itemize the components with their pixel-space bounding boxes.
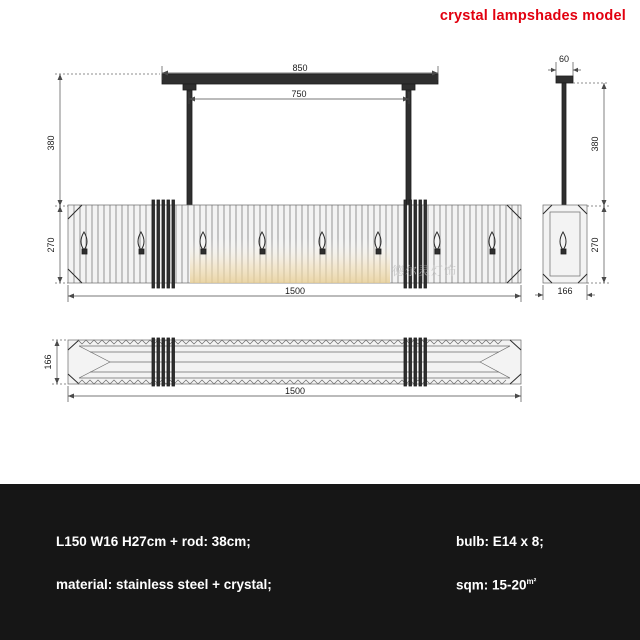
spec-area xyxy=(456,577,536,593)
watermark: 德尔灵灯饰 xyxy=(392,264,458,278)
dim-166-top-label: 166 xyxy=(43,354,53,370)
spec-bar xyxy=(0,484,640,640)
dim-body-height xyxy=(55,206,68,283)
dim-1500-top-label: 1500 xyxy=(284,386,306,396)
spec-area-unit: m² xyxy=(526,577,537,586)
dim-750-label: 750 xyxy=(291,89,307,99)
spec-bulb: bulb: E14 x 8; xyxy=(456,534,544,549)
dim-380-label: 380 xyxy=(46,135,56,151)
dim-60-label: 60 xyxy=(558,54,570,64)
dim-270-label: 270 xyxy=(46,237,56,253)
dim-1500-front-label: 1500 xyxy=(284,286,306,296)
side-elevation-group xyxy=(535,54,609,300)
dim-270-side-label: 270 xyxy=(590,237,600,253)
spec-area-label: sqm: 15-20 xyxy=(456,577,527,593)
spec-material: material: stainless steel + crystal; xyxy=(56,577,272,592)
dim-850-label: 850 xyxy=(292,63,308,73)
dim-rod-height xyxy=(55,74,160,206)
spec-dimensions: L150 W16 H27cm + rod: 38cm; xyxy=(56,534,251,549)
dim-380-side-label: 380 xyxy=(590,136,600,152)
dim-side-canopy xyxy=(548,62,581,76)
page-title: crystal lampshades model xyxy=(439,8,626,24)
dim-166-side-label: 166 xyxy=(557,286,573,296)
dim-top-depth xyxy=(52,340,68,384)
top-plan-group xyxy=(43,338,521,402)
